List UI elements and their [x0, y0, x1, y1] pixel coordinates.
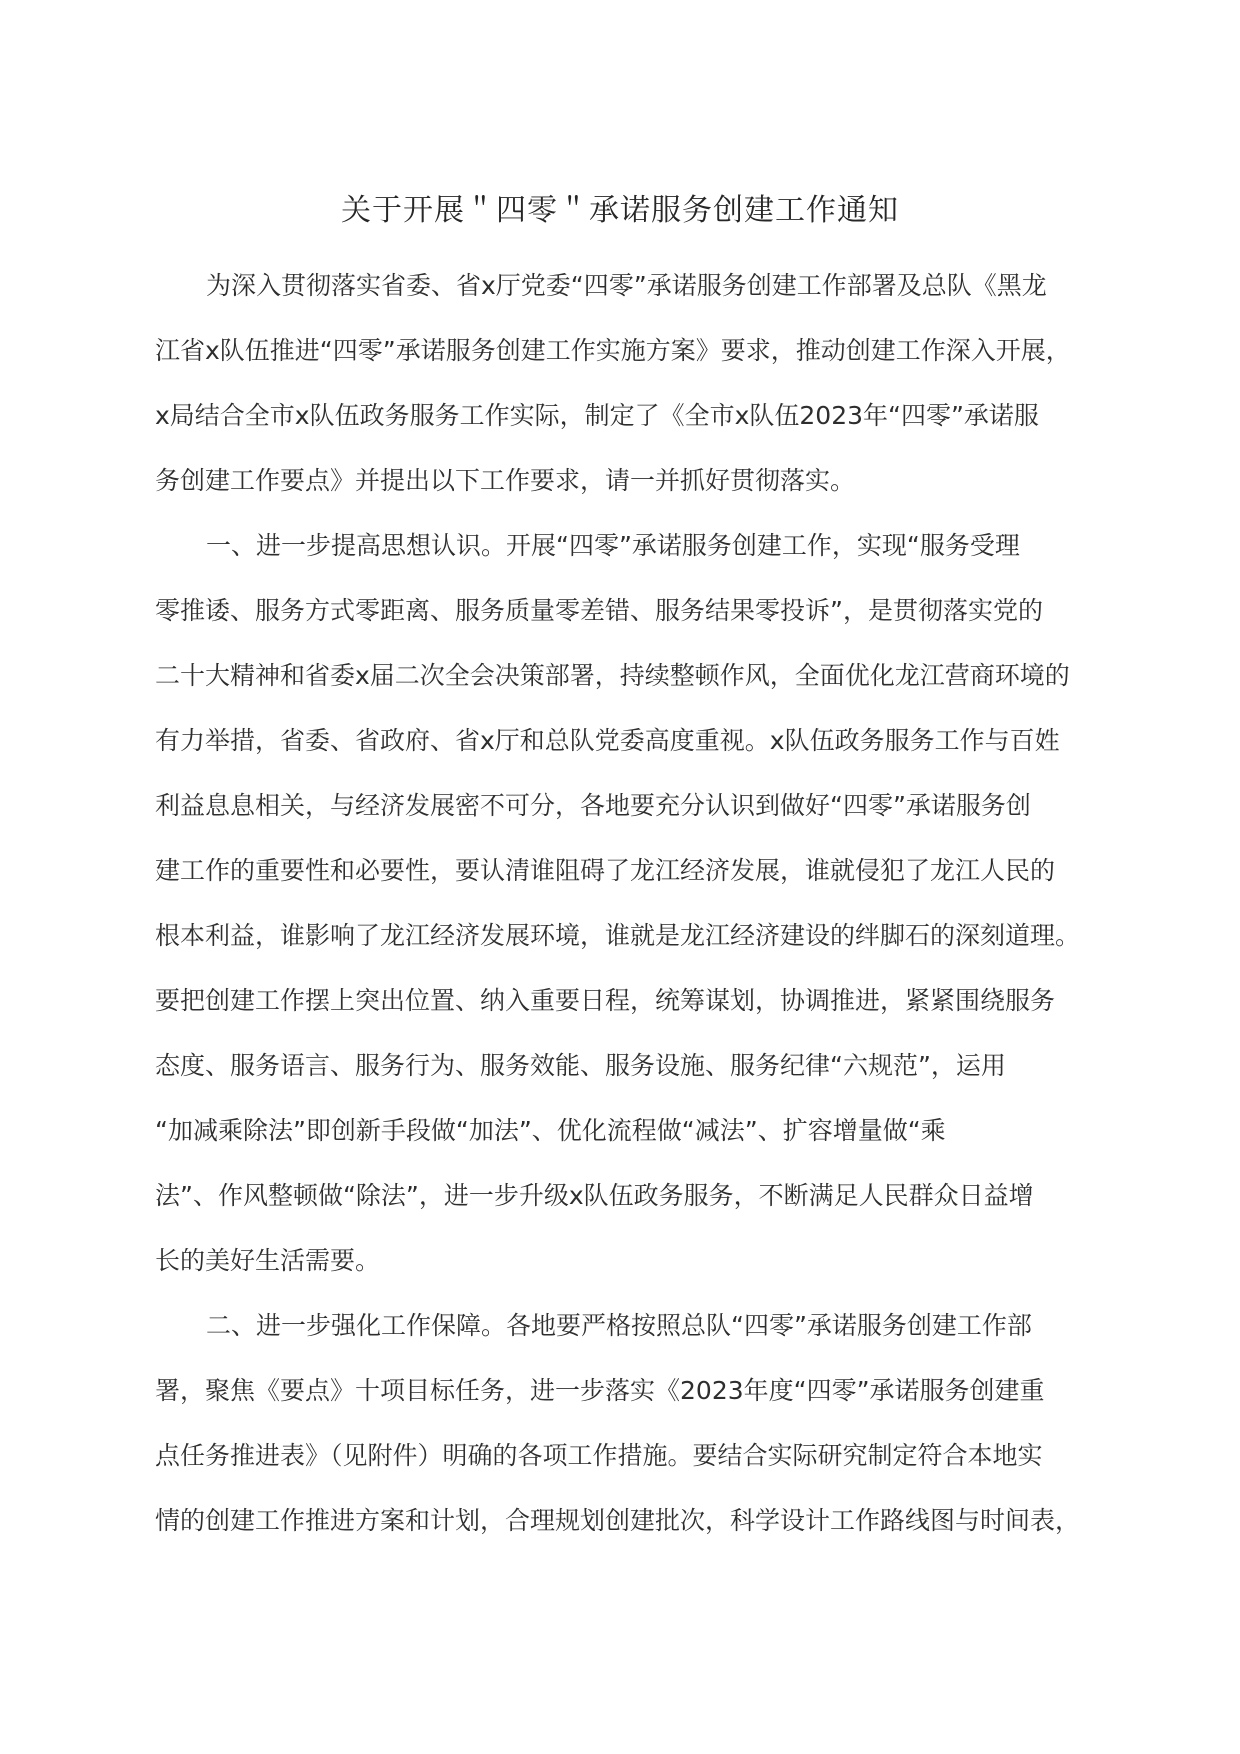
paragraph-line: 二、进一步强化工作保障。各地要严格按照总队“四零”承诺服务创建工作部 — [206, 1311, 1032, 1340]
paragraph-line: 情的创建工作推进方案和计划，合理规划创建批次，科学设计工作路线图与时间表， — [155, 1506, 1081, 1535]
paragraph-line: 江省x队伍推进“四零”承诺服务创建工作实施方案》要求，推动创建工作深入开展， — [155, 336, 1071, 365]
paragraph-line: 态度、服务语言、服务行为、服务效能、服务设施、服务纪律“六规范”，运用 — [155, 1051, 1006, 1080]
document-title: 关于开展＂四零＂承诺服务创建工作通知 — [341, 193, 899, 228]
paragraph-line: “加减乘除法”即创新手段做“加法”、优化流程做“减法”、扩容增量做“乘 — [155, 1116, 946, 1145]
paragraph-line: 要把创建工作摆上突出位置、纳入重要日程，统筹谋划，协调推进，紧紧围绕服务 — [155, 986, 1056, 1015]
paragraph-line: x局结合全市x队伍政务服务工作实际，制定了《全市x队伍2023年“四零”承诺服 — [155, 401, 1039, 430]
paragraph-line: 建工作的重要性和必要性，要认清谁阻碍了龙江经济发展，谁就侵犯了龙江人民的 — [155, 856, 1056, 885]
paragraph-line: 二十大精神和省委x届二次全会决策部署，持续整顿作风，全面优化龙江营商环境的 — [155, 661, 1070, 690]
paragraph-line: 零推诿、服务方式零距离、服务质量零差错、服务结果零投诉”，是贯彻落实党的 — [155, 596, 1043, 625]
paragraph-line: 为深入贯彻落实省委、省x厅党委“四零”承诺服务创建工作部署及总队《黑龙 — [206, 271, 1047, 300]
paragraph-line: 有力举措，省委、省政府、省x厅和总队党委高度重视。x队伍政务服务工作与百姓 — [155, 726, 1060, 755]
paragraph-line: 根本利益，谁影响了龙江经济发展环境，谁就是龙江经济建设的绊脚石的深刻道理。 — [155, 921, 1081, 950]
document-body — [155, 253, 1085, 1553]
paragraph-line: 法”、作风整顿做“除法”，进一步升级x队伍政务服务，不断满足人民群众日益增 — [155, 1181, 1034, 1210]
paragraph-line: 一、进一步提高思想认识。开展“四零”承诺服务创建工作，实现“服务受理 — [206, 531, 1020, 560]
paragraph-line: 利益息息相关，与经济发展密不可分，各地要充分认识到做好“四零”承诺服务创 — [155, 791, 1031, 820]
paragraph-line: 署，聚焦《要点》十项目标任务，进一步落实《2023年度“四零”承诺服务创建重 — [155, 1376, 1045, 1405]
paragraph-line: 点任务推进表》（见附件）明确的各项工作措施。要结合实际研究制定符合本地实 — [155, 1441, 1043, 1470]
paragraph-line: 务创建工作要点》并提出以下工作要求，请一并抓好贯彻落实。 — [155, 466, 856, 495]
paragraph-line: 长的美好生活需要。 — [155, 1246, 381, 1275]
